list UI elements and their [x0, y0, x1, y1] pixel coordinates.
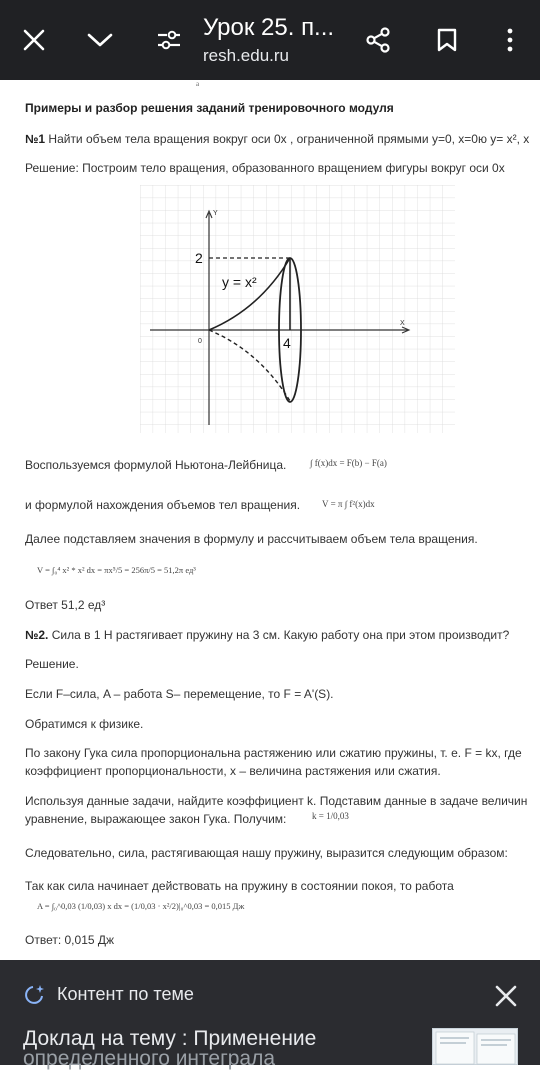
origin-label: 0: [198, 338, 202, 345]
more-vert-icon: [506, 28, 514, 52]
force-definition: Если F–сила, A – работа S– перемещение, то F = A'(S).: [25, 687, 334, 701]
task2-statement: [25, 627, 509, 643]
app-bar: [0, 0, 540, 80]
data-line-1: Используя данные задачи, найдите коэффициент k. Подставим данные в задаче величин: [25, 794, 528, 808]
work-formula: A = ∫₀^0,03 (1/0,03) x dx = (1/0,03 · x²/2)|₀^0,03 = 0,015 Дж: [37, 901, 245, 911]
volume-formula-text: и формулой нахождения объемов тел вращения.: [25, 498, 301, 512]
cut-off-formula-fragment: a: [196, 80, 200, 88]
newton-leibniz-text: Воспользуемся формулой Ньютона-Лейбница.: [25, 458, 287, 472]
document-preview-image: [433, 1029, 517, 1064]
tune-icon: [157, 29, 181, 51]
label-2: 2: [195, 250, 203, 266]
task1-number: №1: [25, 132, 46, 146]
page-url: resh.edu.ru: [203, 46, 289, 65]
solution1-text: Решение: Построим тело вращения, образованного вращением фигуры вокруг оси 0x: [25, 161, 505, 175]
newton-leibniz-formula: ∫ f(x)dx = F(b) − F(a): [310, 458, 387, 468]
lesson-content[interactable]: [0, 80, 540, 960]
physics-line: Обратимся к физике.: [25, 717, 144, 731]
label-4: 4: [283, 335, 291, 351]
task2-number: №2.: [25, 628, 49, 642]
sheet-close-button[interactable]: [492, 982, 520, 1010]
share-button[interactable]: [358, 16, 398, 64]
work-text: Так как сила начинает действовать на пружину в состоянии покоя, то работа: [25, 879, 454, 893]
y-axis-label: Y: [213, 210, 218, 217]
close-icon: [23, 29, 45, 51]
volume-formula: V = π ∫ f²(x)dx: [322, 499, 375, 509]
force-expression-line: Следовательно, сила, растягивающая нашу пружину, выразится следующим образом:: [25, 846, 508, 860]
solution2-label: Решение.: [25, 657, 79, 671]
hooke-law-line-2: коэффициент пропорциональности, x – величина растяжения или сжатия.: [25, 764, 441, 778]
curve-label: y = x²: [222, 274, 257, 290]
close-icon: [492, 982, 520, 1010]
bookmark-icon: [437, 28, 457, 52]
substitute-text: Далее подставляем значения в формулу и рассчитываем объем тела вращения.: [25, 532, 478, 546]
task2-text: Сила в 1 Н растягивает пружину на 3 см. Какую работу она при этом производит?: [48, 628, 510, 642]
bookmark-button[interactable]: [427, 16, 467, 64]
page-title: Урок 25. п...: [203, 14, 335, 41]
more-options-button[interactable]: [490, 16, 530, 64]
related-card-title[interactable]: Доклад на тему : Применение: [23, 1027, 317, 1050]
sheet-header: Контент по теме: [57, 984, 194, 1004]
related-card-thumbnail[interactable]: [432, 1028, 518, 1065]
related-card-title-cont: определенного интеграла: [23, 1047, 276, 1070]
k-formula: k = 1/0,03: [312, 811, 349, 821]
volume-calculation: V = ∫₀⁴ x² * x² dx = πx⁵/5 = 256π/5 = 51,2π ед³: [37, 565, 196, 575]
x-axis-label: X: [400, 320, 405, 327]
close-button[interactable]: [14, 16, 54, 64]
site-settings-button[interactable]: [149, 16, 189, 64]
task1-statement: [25, 131, 529, 147]
collapse-button[interactable]: [80, 16, 120, 64]
task1-text: Найти объем тела вращения вокруг оси 0x , ограниченной прямыми y=0, x=0ю y= x², x: [45, 132, 530, 146]
graph-grid: [140, 185, 455, 433]
data-line-2: уравнение, выражающее закон Гука. Получим:: [25, 812, 287, 826]
chevron-down-icon: [87, 32, 113, 48]
share-icon: [365, 27, 391, 53]
answer-1: Ответ 51,2 ед³: [25, 598, 106, 612]
section-heading: Примеры и разбор решения заданий тренировочного модуля: [25, 101, 394, 115]
sparkle-icon: [23, 984, 45, 1006]
hooke-law-line-1: По закону Гука сила пропорциональна растяжению или сжатию пружины, т. е. F = kx, где: [25, 746, 522, 760]
answer-2: Ответ: 0,015 Дж: [25, 933, 115, 947]
rotation-body-graph: [140, 185, 455, 433]
